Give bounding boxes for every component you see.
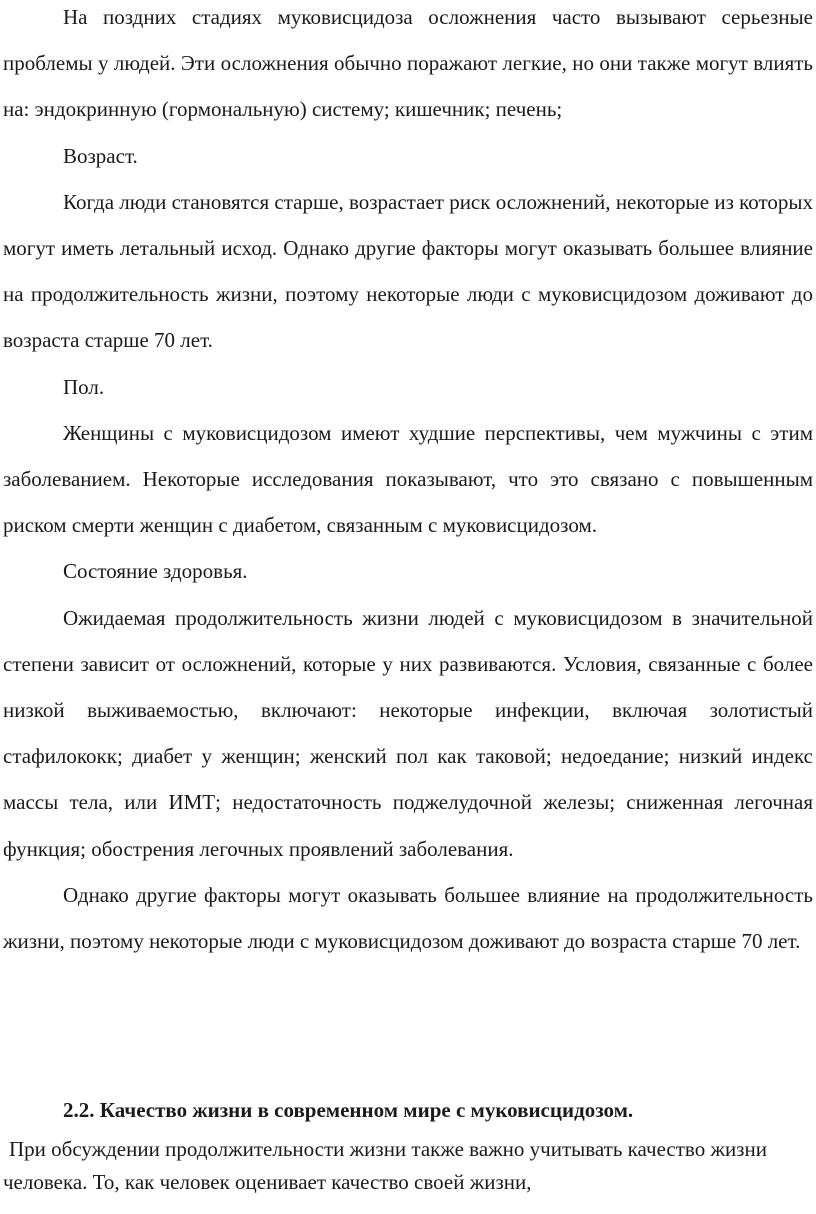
paragraph-health: Ожидаемая продолжительность жизни людей с муковисцидозом в значительной степени зависит от осложнений, которые у них развиваются. Условия, связанные с более низкой выживаемостью, включают: некоторые инфекции, включая золотистый стафилококк; диабет у женщин; женский пол как таковой; недоедание; низкий индекс массы тела, или ИМТ; недостаточность поджелудочной железы; сниженная легочная функция; обострения легочных проявлений заболевания. bbox=[3, 605, 813, 861]
paragraph-age: Когда люди становятся старше, возрастает риск осложнений, некоторые из которых могут иметь летальный исход. Однако другие факторы могут оказывать большее влияние на продолжительность жизни, поэтому некоторые люди с муковисцидозом доживают до возраста старше 70 лет. bbox=[3, 189, 813, 353]
paragraph-complications: На поздних стадиях муковисцидоза осложнения часто вызывают серьезные проблемы у людей. Эти осложнения обычно поражают легкие, но они также могут влиять на: эндокринную (гормональную) систему; кишечник; печень; bbox=[3, 5, 813, 122]
paragraph-sex: Женщины с муковисцидозом имеют худшие перспективы, чем мужчины с этим заболеванием. Некоторые исследования показывают, что это связано с повышенным риском смерти женщин с диабетом, связанным с муковисцидозом. bbox=[3, 420, 813, 538]
paragraph-other-factors: Однако другие факторы могут оказывать большее влияние на продолжительность жизни, поэтому некоторые люди с муковисцидозом доживают до возраста старше 70 лет. bbox=[3, 882, 813, 954]
body-text bbox=[3, 0, 813, 964]
paragraph-age-label: Возраст. bbox=[63, 143, 138, 168]
paragraph-quality-of-life: При обсуждении продолжительности жизни также важно учитывать качество жизни человека. То, как человек оценивает качество своей жизни, bbox=[3, 1137, 767, 1194]
paragraph-sex-label: Пол. bbox=[63, 374, 105, 399]
paragraph-health-label: Состояние здоровья. bbox=[63, 559, 248, 584]
section-heading: 2.2. Качество жизни в современном мире с муковисцидозом. bbox=[63, 1098, 634, 1122]
